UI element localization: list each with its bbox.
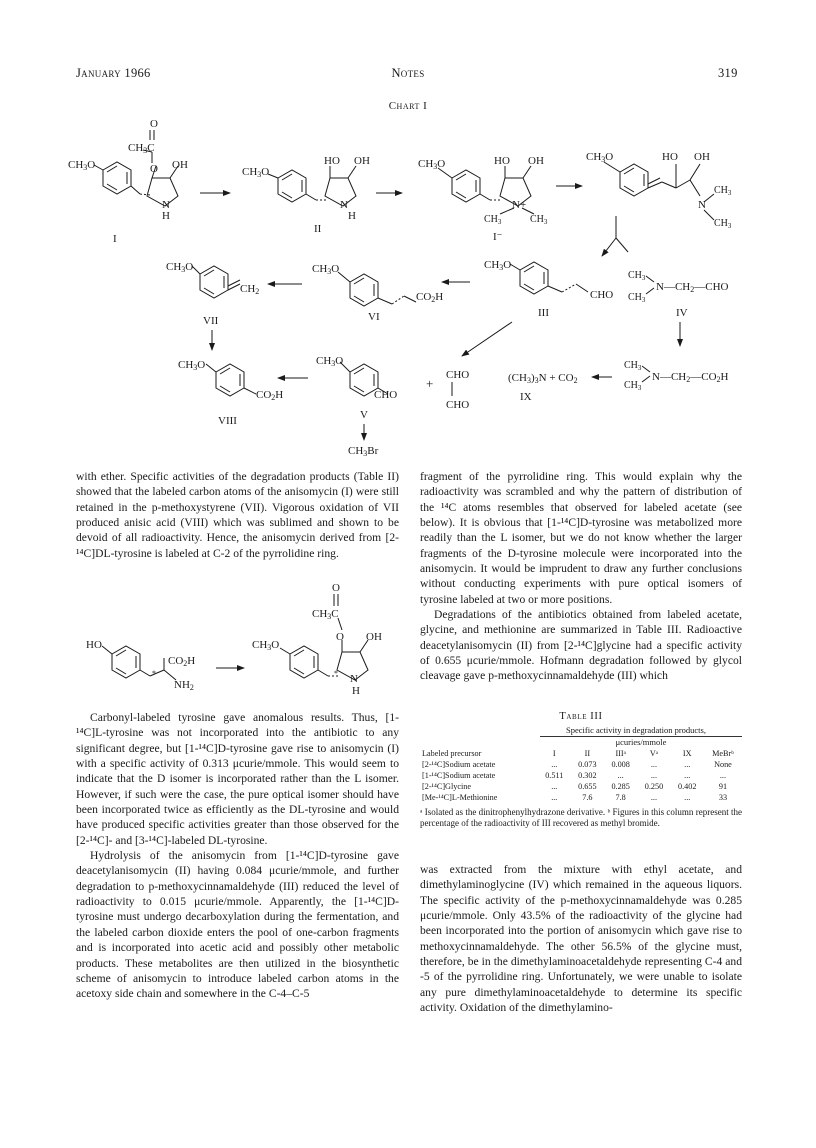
paragraph: was extracted from the mixture with ethyl acetate, and dimethylaminoglycine (IV) which remained in the aqueous liquors. The specific activity of the p-methoxycinnamaldehyde was 0.285 μcurie/mmole. Only 43.5% of the radioactivity of the glycine had been incorporated into the portion of anisomycin which gave rise to methoxycinnamaldehyde. The other 56.5% of the glycine must, therefore, be in the dimethylaminoacetaldehyde representing C-4 and -5 of the pyrrolidine ring. Unfortunately, we were unable to isolate any pure dimethylaminoacetaldehyde to determine its specific activity. Oxidation of the dimethylamino- bbox=[420, 863, 742, 1015]
table-cell: 0.250 bbox=[644, 782, 664, 791]
svg-text:H: H bbox=[352, 685, 360, 697]
table-cell: ... bbox=[551, 782, 558, 791]
svg-text:CH3: $CH_3$ bbox=[714, 185, 732, 197]
running-header-section: Notes bbox=[391, 66, 425, 80]
compound-label-VIII: VIII bbox=[218, 415, 237, 427]
table-cell: [2-¹⁴C]Glycine bbox=[422, 782, 471, 791]
svg-text:CH3O: CH3O bbox=[586, 151, 614, 164]
table-cell: ... bbox=[650, 771, 658, 780]
svg-text:OH: OH bbox=[354, 155, 370, 167]
svg-text:CH3O: CH3O bbox=[316, 355, 344, 368]
table-header-row bbox=[420, 748, 742, 759]
svg-text:CH3O: CH3O bbox=[68, 159, 96, 172]
svg-text:CH3O: CH3O bbox=[252, 639, 280, 652]
table-span-header: μcuries/mmole bbox=[540, 736, 742, 748]
svg-text:CH3: $CH_3$ bbox=[530, 214, 548, 226]
svg-text:HO: HO bbox=[324, 155, 340, 167]
compound-label-IX: IX bbox=[520, 391, 532, 403]
label-O: O bbox=[150, 118, 158, 130]
svg-text:CH3O: CH3O bbox=[484, 259, 512, 272]
compound-VIII-structure bbox=[206, 364, 256, 396]
svg-text:*: * bbox=[334, 669, 338, 678]
svg-text:CHO: CHO bbox=[446, 369, 470, 381]
svg-text:O: O bbox=[336, 631, 344, 643]
svg-text:HO: HO bbox=[662, 151, 678, 163]
svg-text:OH: OH bbox=[172, 159, 188, 171]
svg-text:NH2: NH2 bbox=[174, 679, 194, 692]
svg-text:CHO: CHO bbox=[446, 399, 470, 411]
compound-label-V: V bbox=[360, 409, 368, 421]
table-cell: 33 bbox=[718, 793, 728, 802]
table-subtitle: Specific activity in degradation products, bbox=[566, 725, 706, 735]
table-cell: ... bbox=[684, 760, 691, 769]
table-cell: ... bbox=[650, 760, 658, 769]
table-header: Vᵃ bbox=[649, 749, 659, 758]
svg-text:CH3O: CH3O bbox=[312, 263, 340, 276]
table-header: Labeled precursor bbox=[422, 749, 482, 758]
table-header: IX bbox=[682, 749, 692, 758]
svg-text:CH3: $CH_3$ bbox=[624, 360, 642, 372]
paragraph: Hydrolysis of the anisomycin from [1-¹⁴C]D-tyrosine gave deacetylanisomycin (II) having 0.084 μcurie/mmole, and further degradation to p-methoxycinnamaldehyde (III) reduced the level of radioactivity to 0.015 μcurie/mmole. Apparently, the [1-¹⁴C]D-tyrosine must undergo decarboxylation during the fermentation, and the labeled carbon dioxide enters the pool of one-carbon fragments and is incorporated into acetic acid and possibly other metabolic products. These metabolites are then utilized in the biosynthetic scheme of anisomycin to introduce labeled carbon atoms in the acetoxy side chain and somewhere in the C-4–C-5 bbox=[76, 849, 399, 1001]
table-III bbox=[420, 711, 742, 829]
table-header: II bbox=[584, 749, 591, 758]
left-column-lower bbox=[76, 710, 399, 1002]
table-row bbox=[420, 792, 742, 803]
table-cell: None bbox=[714, 760, 732, 769]
table-row bbox=[420, 770, 742, 781]
compound-label-I-minus: I⁻ bbox=[493, 231, 503, 243]
svg-text:+: + bbox=[426, 376, 434, 391]
table-header: IIIᵃ bbox=[615, 749, 626, 758]
compound-label-III: III bbox=[538, 307, 549, 319]
table-cell: ... bbox=[617, 771, 624, 780]
svg-text:OH: OH bbox=[528, 155, 544, 167]
table-cell: [2-¹⁴C]Sodium acetate bbox=[422, 760, 496, 769]
table-cell: 91 bbox=[718, 782, 728, 791]
svg-text:CH3O: CH3O bbox=[242, 166, 270, 179]
table-cell: [Me-¹⁴C]L-Methionine bbox=[422, 793, 498, 802]
chart-title: Chart I bbox=[388, 100, 428, 112]
svg-text:*: * bbox=[152, 669, 156, 678]
tyrosine-structure bbox=[102, 646, 176, 680]
table-cell: ... bbox=[551, 793, 558, 802]
svg-text:CH3: $CH_3$ bbox=[628, 270, 646, 282]
svg-text:CO2H: CO2H bbox=[416, 291, 444, 304]
svg-text:H: H bbox=[348, 210, 356, 222]
running-header-date: January 1966 bbox=[76, 66, 151, 80]
svg-text:CH3O: CH3O bbox=[418, 158, 446, 171]
table-cell: 0.285 bbox=[611, 782, 630, 791]
table-cell: 0.073 bbox=[578, 760, 597, 769]
table-header: I bbox=[552, 749, 556, 758]
table-header: MeBrᵇ bbox=[712, 749, 734, 758]
table-cell: 7.8 bbox=[615, 793, 626, 802]
paragraph: Degradations of the antibiotics obtained from labeled acetate, glycine, and methionine are summarized in Table III. Radioactive deacetylanisomycin (II) from [2-¹⁴C]glycine had a specific activity of 0.655 μcurie/mmole. Hofmann degradation followed by glycol cleavage gave p-methoxycinnamaldehyde (III) which bbox=[420, 608, 742, 683]
svg-text:H: H bbox=[162, 210, 170, 222]
table-title: Table III bbox=[559, 711, 603, 722]
label-CHO: CHO bbox=[590, 289, 614, 301]
paragraph: fragment of the pyrrolidine ring. This would explain why the radioactivity was scrambled and why the pattern of distribution of the ¹⁴C atoms resembles that observed for labeled acetate (see below). It is obvious that [1-¹⁴C]D-tyrosine was metabolized more readily than the L isomer, but we do not know whether the larger fragments of the D-tyrosine molecule were incorporated into the anisomycin. It would be imprudent to draw any further conclusions without conducting experiments with pure optical isomers of tyrosine labeled at two or more positions. bbox=[420, 470, 742, 606]
svg-text:HO: HO bbox=[86, 639, 102, 651]
svg-text:O: O bbox=[332, 582, 340, 594]
svg-text:OH: OH bbox=[694, 151, 710, 163]
table-cell: ... bbox=[551, 760, 558, 769]
right-column-upper bbox=[420, 469, 742, 684]
svg-text:N: N bbox=[340, 199, 348, 211]
svg-text:CO2H: CO2H bbox=[168, 655, 196, 668]
svg-text:CH3: $CH_3$ bbox=[628, 292, 646, 304]
table-cell: 0.511 bbox=[545, 771, 564, 780]
svg-text:CH3C: CH3C bbox=[128, 142, 155, 155]
svg-text:CH3O: CH3O bbox=[178, 359, 206, 372]
table-cell: ... bbox=[684, 771, 691, 780]
anisomycin-labeled-structure bbox=[280, 594, 368, 680]
svg-text:CHO: CHO bbox=[374, 389, 398, 401]
paragraph: with ether. Specific activities of the degradation products (Table II) showed that the labeled carbon atoms of the anisomycin (I) were still retained in the p-methoxystyrene (VII). Vigorous oxidation of VII produced anisic acid (VIII) which was sublimed and shown to be devoid of all radioactivity. Hence, the anisomycin derived from [2-¹⁴C]DL-tyrosine is labeled at C-2 of the pyrrolidine ring. bbox=[76, 470, 399, 560]
compound-label-VII: VII bbox=[203, 315, 219, 327]
compound-VI-structure bbox=[338, 272, 416, 306]
svg-text:N: N bbox=[350, 673, 358, 685]
svg-text:N—CH2—CO2H: N—CH2—CO2H bbox=[652, 371, 729, 384]
svg-text:N: N bbox=[162, 199, 170, 211]
table-cell: ... bbox=[684, 793, 691, 802]
svg-text:CH3C: CH3C bbox=[312, 608, 339, 621]
svg-text:CH3: $CH_3$ bbox=[484, 214, 502, 226]
table-cell: [1-¹⁴C]Sodium acetate bbox=[422, 771, 496, 780]
svg-text:O: O bbox=[150, 163, 158, 175]
compound-label-IV: IV bbox=[676, 307, 688, 319]
table-cell: 0.302 bbox=[578, 771, 597, 780]
table-row bbox=[420, 759, 742, 770]
table-cell: ... bbox=[719, 771, 727, 780]
table-cell: 7.6 bbox=[582, 793, 593, 802]
svg-text:CH3: $CH_3$ bbox=[624, 380, 642, 392]
page-number: 319 bbox=[718, 66, 738, 80]
table-cell: ... bbox=[650, 793, 658, 802]
svg-text:CH2: CH2 bbox=[240, 283, 260, 296]
left-column-upper bbox=[76, 469, 399, 561]
compound-label-VI: VI bbox=[368, 311, 380, 323]
svg-text:N+: N+ bbox=[512, 199, 527, 211]
label-CH3Br: CH3Br bbox=[348, 445, 379, 458]
table-cell: 0.402 bbox=[678, 782, 697, 791]
svg-text:CO2H: CO2H bbox=[256, 389, 284, 402]
paragraph: Carbonyl-labeled tyrosine gave anomalous results. Thus, [1-¹⁴C]L-tyrosine was not incorporated into the antibiotic to any significant degree, but [1-¹⁴C]D-tyrosine gave rise to anisomycin (I) with a specific activity of 0.313 μcurie/mmole. This would seem to indicate that the D isomer is incorporated rather than the L isomer. However, if such were the case, the pure optical isomer should have been incorporated twice as efficiently as the DL-tyrosine and would have produced specific activities greater than those observed for the [2-¹⁴C]- and [3-¹⁴C]-labeled DL-tyrosine. bbox=[76, 711, 399, 847]
table-footnote: ᵃ Isolated as the dinitrophenylhydrazone derivative. ᵇ Figures in this column represent the percentage of the radioactivity of III recovered as methyl bromide. bbox=[420, 807, 742, 828]
compound-VII-structure bbox=[192, 266, 240, 298]
table-cell: 0.655 bbox=[578, 782, 597, 791]
svg-text:CH3O: CH3O bbox=[166, 261, 194, 274]
svg-text:(CH3)3N + CO2: (CH3)3N + CO2 bbox=[508, 372, 578, 385]
table-row bbox=[420, 781, 742, 792]
compound-label-II: II bbox=[314, 223, 322, 235]
svg-text:HO: HO bbox=[494, 155, 510, 167]
table-cell: 0.008 bbox=[611, 760, 630, 769]
compound-label-I: I bbox=[113, 233, 117, 245]
compound-hofmann-product-structure bbox=[604, 162, 714, 220]
table-grid bbox=[420, 748, 742, 803]
svg-text:N—CH2—CHO: N—CH2—CHO bbox=[656, 281, 729, 294]
right-column-lower bbox=[420, 862, 742, 1015]
svg-text:N: N bbox=[698, 199, 706, 211]
svg-text:CH3: $CH_3$ bbox=[714, 218, 732, 230]
compound-III-structure bbox=[510, 262, 588, 294]
svg-text:OH: OH bbox=[366, 631, 382, 643]
